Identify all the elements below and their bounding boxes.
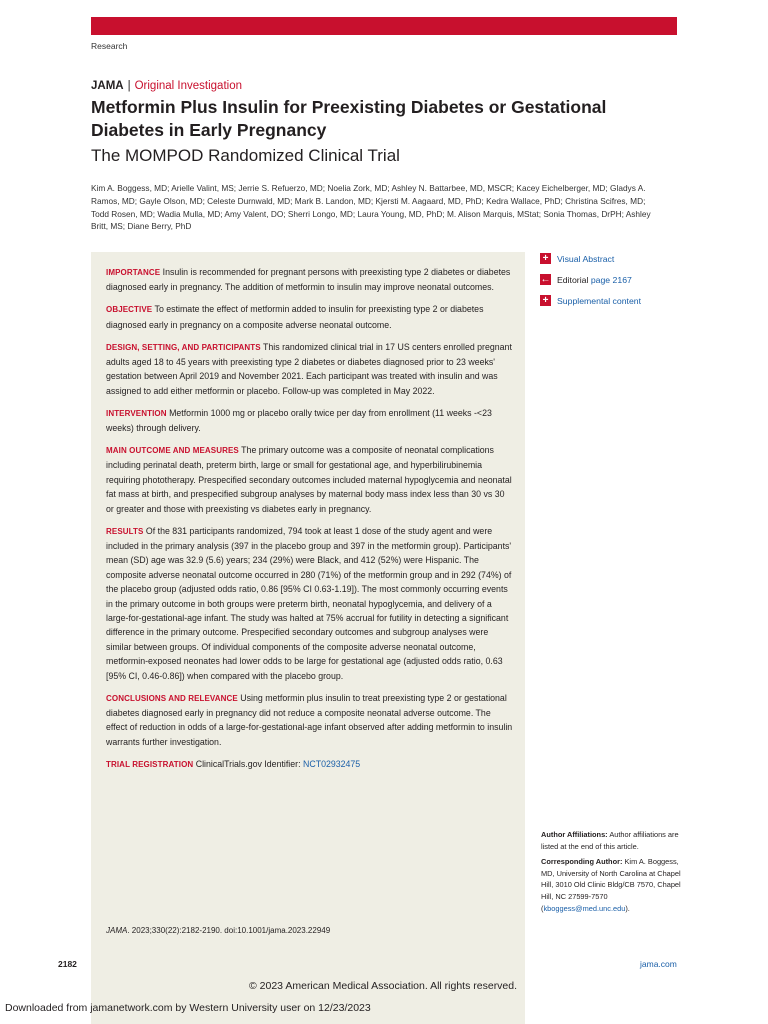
page-number: 2182 — [58, 959, 77, 969]
abstract-outcome — [106, 443, 514, 516]
importance-text: Insulin is recommended for pregnant persons with preexisting type 2 diabetes or diabetes diagnosed early in pregnancy. The addition of metformin to insulin may improve neonatal outcomes. — [106, 267, 511, 293]
abstract-content — [106, 265, 514, 780]
intervention-text: Metformin 1000 mg or placebo orally twice per day from enrollment (11 weeks -<23 weeks) through delivery. — [106, 407, 492, 434]
visual-abstract-link[interactable] — [540, 248, 641, 269]
site-link[interactable]: jama.com — [640, 959, 677, 969]
side-links — [540, 248, 641, 311]
citation-journal: JAMA — [106, 926, 128, 935]
citation — [106, 926, 330, 935]
author-affiliations — [541, 829, 681, 914]
journal-name: JAMA — [91, 80, 124, 92]
abstract-objective — [106, 302, 514, 332]
article-title: Metformin Plus Insulin for Preexisting Diabetes or Gestational Diabetes in Early Pregnancy — [91, 97, 607, 140]
arrow-left-icon: ← — [540, 274, 551, 285]
affiliations-heading: Author Affiliations: — [541, 830, 608, 839]
results-heading: RESULTS — [106, 526, 144, 536]
objective-heading: OBJECTIVE — [106, 305, 153, 315]
intervention-heading: INTERVENTION — [106, 408, 167, 418]
corresponding-text: Kim A. Boggess, MD, University of North Carolina at Chapel Hill, 3010 Old Clinic Bldg/CB 7570, Chapel Hill, NC 27599-7570 ( — [541, 857, 681, 913]
author-list: Kim A. Boggess, MD; Arielle Valint, MS; Jerrie S. Refuerzo, MD; Noelia Zork, MD; Ashley N. Battarbee, MD, MSCR; Kacey Eichelberger, MD; Gladys A. Ramos, MD; Gayle Olson, MD; Celeste Durnwald, MD; Mark B. Landon, MD; Kjersti M. Aagaard, MD, PhD; Kedra Wallace, PhD; Christina Scifres, MD; Todd Rosen, MD; Wadia Mulla, MD; Amy Valent, DO; Sherri Longo, MD; Laura Young, MD, PhD; M. Alison Marquis, MStat; Sonia Thomas, DrPH; Ashley Britt, MS; Diane Berry, PhD — [91, 183, 651, 232]
editorial-page-link[interactable]: page 2167 — [590, 274, 632, 285]
citation-details: . 2023;330(22):2182-2190. doi:10.1001/jama.2023.22949 — [127, 926, 331, 935]
supplemental-content-label[interactable]: Supplemental content — [557, 295, 642, 306]
article-subtitle: The MOMPOD Randomized Clinical Trial — [91, 146, 400, 165]
design-heading: DESIGN, SETTING, AND PARTICIPANTS — [106, 342, 261, 352]
header-color-bar — [91, 17, 677, 35]
article-type: Original Investigation — [134, 80, 242, 92]
objective-text: To estimate the effect of metformin added to insulin for preexisting type 2 or diabetes diagnosed early in pregnancy on a composite adverse neonatal outcome. — [106, 304, 484, 330]
importance-heading: IMPORTANCE — [106, 268, 161, 277]
corresponding-heading: Corresponding Author: — [541, 857, 623, 867]
registration-heading: TRIAL REGISTRATION — [106, 759, 194, 769]
editorial-link[interactable] — [540, 269, 641, 290]
abstract-intervention — [106, 406, 514, 436]
abstract-importance — [106, 265, 514, 295]
journal-line — [91, 80, 242, 92]
download-notice: Downloaded from jamanetwork.com by Western University user on 12/23/2023 — [5, 1002, 371, 1014]
journal-separator: | — [127, 80, 131, 92]
supplemental-content-link[interactable] — [540, 290, 641, 311]
conclusions-text: Using metformin plus insulin to treat preexisting type 2 or gestational diabetes diagnosed early in pregnancy did not reduce a composite neonatal adverse outcome. The effect of reduction in odds of a large-for-gestational-age infant observed after adding metformin to insulin warrants further investigation. — [106, 692, 513, 747]
copyright-notice: © 2023 American Medical Association. All rights reserved. — [249, 980, 518, 992]
corresponding-author-block — [541, 856, 681, 914]
editorial-label: Editorial — [557, 274, 589, 285]
plus-icon: + — [540, 253, 551, 264]
outcome-text: The primary outcome was a composite of neonatal complications including perinatal death, preterm birth, large or small for gestational age, and hyperbilirubinemia requiring phototherapy. Prespecified secondary outcomes included maternal hypoglycemia and neonatal fat mass at birth, and prespecified subgroup analyses by maternal body mass index less than 30 vs 30 or greater and those with preexisting vs diabetes early in pregnancy. — [106, 445, 512, 514]
visual-abstract-label[interactable]: Visual Abstract — [557, 253, 615, 264]
corresponding-end: ). — [625, 903, 630, 913]
abstract-registration — [106, 757, 514, 772]
affiliations-text: Author affiliations are listed at the end of this article. — [541, 830, 679, 851]
trial-registration-link[interactable]: NCT02932475 — [302, 758, 361, 769]
abstract-design — [106, 340, 514, 399]
corresponding-email-link[interactable]: kboggess@med.unc.edu — [543, 903, 626, 913]
plus-icon: + — [540, 295, 551, 306]
abstract-box — [91, 252, 525, 1024]
registration-text: ClinicalTrials.gov Identifier: — [195, 758, 301, 769]
design-text: This randomized clinical trial in 17 US centers enrolled pregnant adults aged 18 to 45 years with preexisting type 2 diabetes or diabetes diagnosed prior to 23 weeks' gestation between April 2019 and November 2021. Each participant was treated with insulin and was assigned to add either metformin or placebo. Follow-up was completed in May 2022. — [106, 341, 512, 396]
outcome-heading: MAIN OUTCOME AND MEASURES — [106, 446, 239, 456]
section-label: Research — [91, 41, 128, 51]
abstract-results — [106, 524, 514, 683]
results-text: Of the 831 participants randomized, 794 took at least 1 dose of the study agent and were included in the primary analysis (397 in the placebo group and 397 in the metformin group). Participants' mean (SD) age was 32.9 (5.6) years; 234 (29%) were Black, and 412 (52%) were Hispanic. The composite adverse neonatal outcome occurred in 280 (71%) of the metformin group and in 292 (74%) of the placebo group (adjusted odds ratio, 0.86 [95% CI 0.63-1.19]). The most commonly occurring events in the primary outcome in both groups were preterm birth, neonatal hypoglycemia, and delivery of a large-for-gestational-age infant. The study was halted at 75% accrual for futility in detecting a significant difference in the primary outcome. Prespecified secondary outcomes and subgroup analyses were similar between groups. Of individual components of the composite adverse neonatal outcome, metformin-exposed neonates had lower odds to be large for gestational age (adjusted odds ratio, 0.63 [95% CI, 0.46-0.86]) when compared with the placebo group. — [106, 525, 512, 681]
affiliations-block — [541, 829, 681, 852]
abstract-conclusions — [106, 691, 514, 750]
conclusions-heading: CONCLUSIONS AND RELEVANCE — [106, 693, 238, 703]
